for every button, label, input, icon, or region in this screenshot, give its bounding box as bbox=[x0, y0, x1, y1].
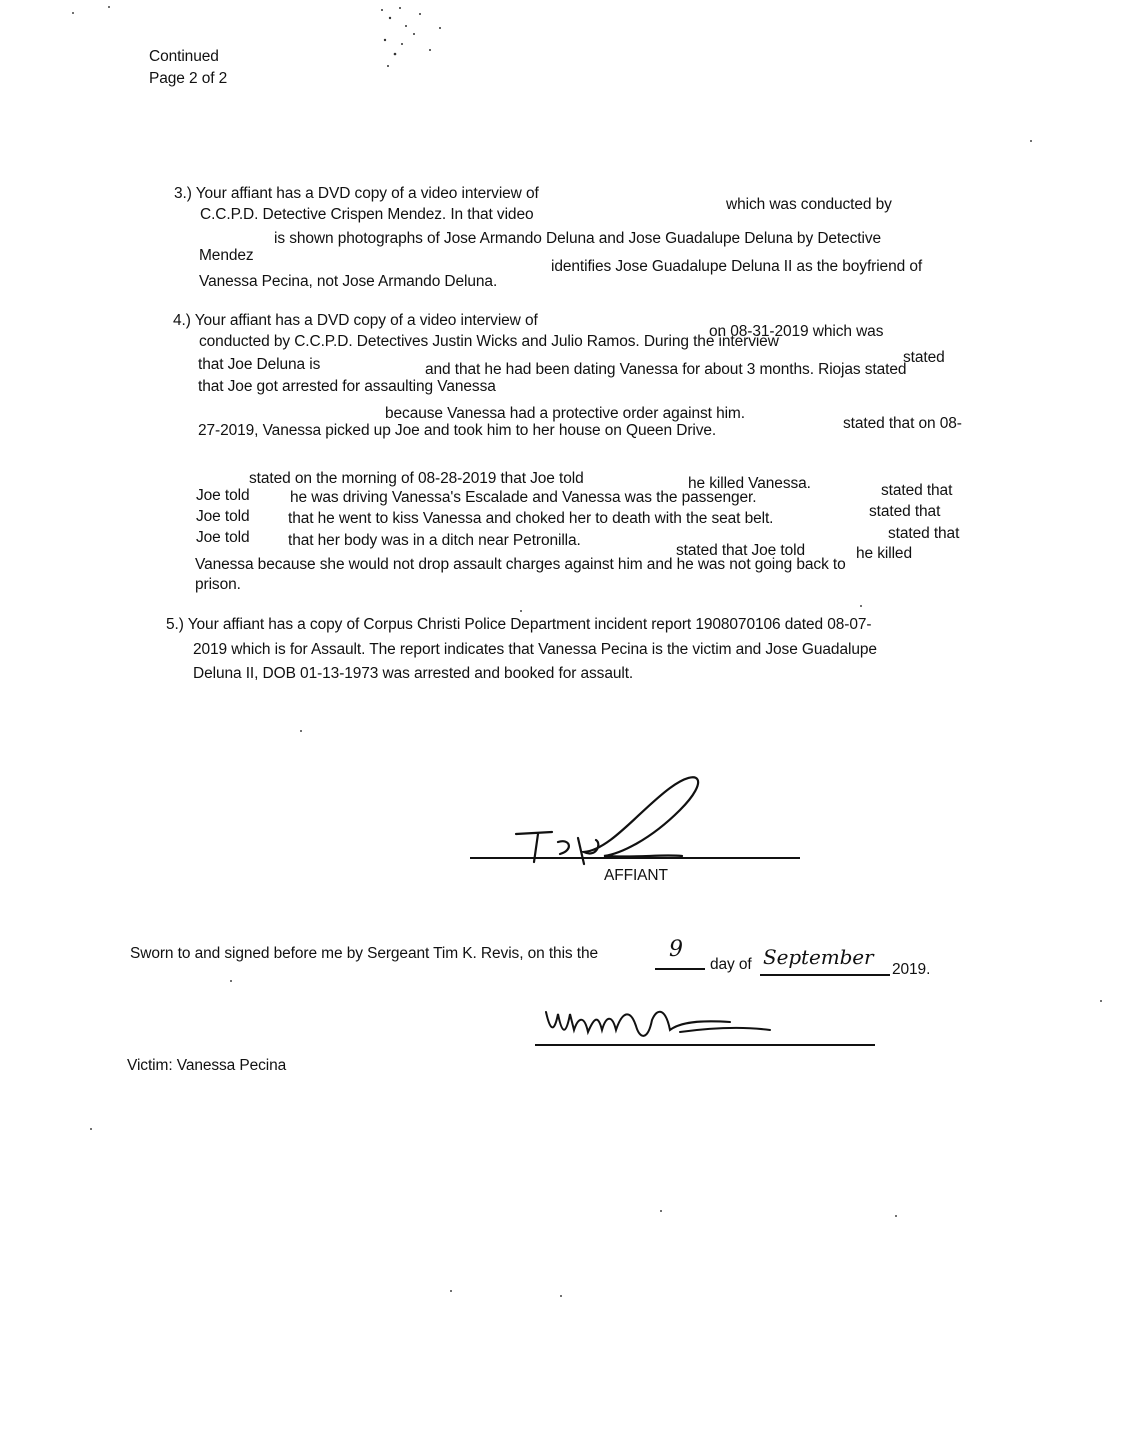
affiant-line bbox=[470, 857, 800, 859]
p4b-line1b: he killed Vanessa. bbox=[688, 475, 811, 492]
p4b-line3b: that he went to kiss Vanessa and choked her to death with the seat belt. bbox=[288, 510, 774, 527]
p4b-line1a: stated on the morning of 08-28-2019 that Joe told bbox=[249, 470, 584, 487]
p4b-line2c: stated that bbox=[869, 503, 941, 520]
p4b-line2a: Joe told bbox=[196, 487, 250, 504]
p3-line1a: 3.) Your affiant has a DVD copy of a video interview of bbox=[174, 185, 539, 202]
p4b-line3c: stated that bbox=[888, 525, 960, 542]
p4b-line4d: he killed bbox=[856, 545, 912, 562]
p4b-line1c: stated that bbox=[881, 482, 953, 499]
victim-label: Victim: Vanessa Pecina bbox=[127, 1057, 287, 1074]
p4b-line4c: stated that Joe told bbox=[676, 542, 805, 559]
day-blank-line bbox=[655, 968, 705, 970]
p5-line1: 5.) Your affiant has a copy of Corpus Christi Police Department incident report 1908070106 dated 08-07- bbox=[166, 616, 872, 633]
header-continued: Continued bbox=[149, 48, 219, 65]
p4b-line3a: Joe told bbox=[196, 508, 250, 525]
sworn-text: Sworn to and signed before me by Sergeant Tim K. Revis, on this the bbox=[130, 945, 599, 962]
p4-line2: conducted by C.C.P.D. Detectives Justin Wicks and Julio Ramos. During the interview bbox=[199, 333, 779, 350]
p4-line1a: 4.) Your affiant has a DVD copy of a video interview of bbox=[173, 312, 538, 329]
p4b-line4b: that her body was in a ditch near Petronilla. bbox=[288, 532, 581, 549]
p3-line4b: identifies Jose Guadalupe Deluna II as the boyfriend of bbox=[551, 258, 923, 275]
scan-noise bbox=[370, 0, 470, 80]
sworn-day-value: 9 bbox=[669, 937, 683, 962]
p4-line5b: stated that on 08- bbox=[843, 415, 962, 432]
sworn-day-of: day of bbox=[710, 956, 752, 973]
p5-line3: Deluna II, DOB 01-13-1973 was arrested and booked for assault. bbox=[193, 665, 634, 682]
p4b-line4a: Joe told bbox=[196, 529, 250, 546]
header-page-number: Page 2 of 2 bbox=[149, 70, 228, 87]
p4b-line6: prison. bbox=[195, 576, 241, 593]
p4-line4: that Joe got arrested for assaulting Vanessa bbox=[198, 378, 496, 395]
p3-line5: Vanessa Pecina, not Jose Armando Deluna. bbox=[199, 273, 498, 290]
p4b-line5: Vanessa because she would not drop assault charges against him and he was not going back to bbox=[195, 556, 846, 573]
affiant-signature bbox=[500, 770, 730, 870]
judge-signature bbox=[540, 1000, 800, 1060]
p4-line1b: on 08-31-2019 which was bbox=[709, 323, 884, 340]
month-blank-line bbox=[760, 974, 890, 976]
p5-line2: 2019 which is for Assault. The report indicates that Vanessa Pecina is the victim and Jose Guadalupe bbox=[193, 641, 877, 658]
judge-line bbox=[535, 1044, 875, 1046]
p3-line4a: Mendez bbox=[199, 247, 254, 264]
p3-line1b: which was conducted by bbox=[726, 196, 892, 213]
sworn-month-value: September bbox=[763, 945, 874, 969]
p3-line3: is shown photographs of Jose Armando Deluna and Jose Guadalupe Deluna by Detective bbox=[274, 230, 882, 247]
affiant-label: AFFIANT bbox=[604, 867, 668, 884]
sworn-year: 2019. bbox=[892, 961, 931, 978]
p4b-line2b: he was driving Vanessa's Escalade and Vanessa was the passenger. bbox=[290, 489, 757, 506]
p4-line6: 27-2019, Vanessa picked up Joe and took him to her house on Queen Drive. bbox=[198, 422, 717, 439]
p3-line2: C.C.P.D. Detective Crispen Mendez. In that video bbox=[200, 206, 534, 223]
p4-line3a: that Joe Deluna is bbox=[198, 356, 321, 373]
p4-line3b: and that he had been dating Vanessa for about 3 months. Riojas stated bbox=[425, 361, 907, 378]
p4-line2b: stated bbox=[903, 349, 945, 366]
p4-line5: because Vanessa had a protective order against him. bbox=[385, 405, 745, 422]
